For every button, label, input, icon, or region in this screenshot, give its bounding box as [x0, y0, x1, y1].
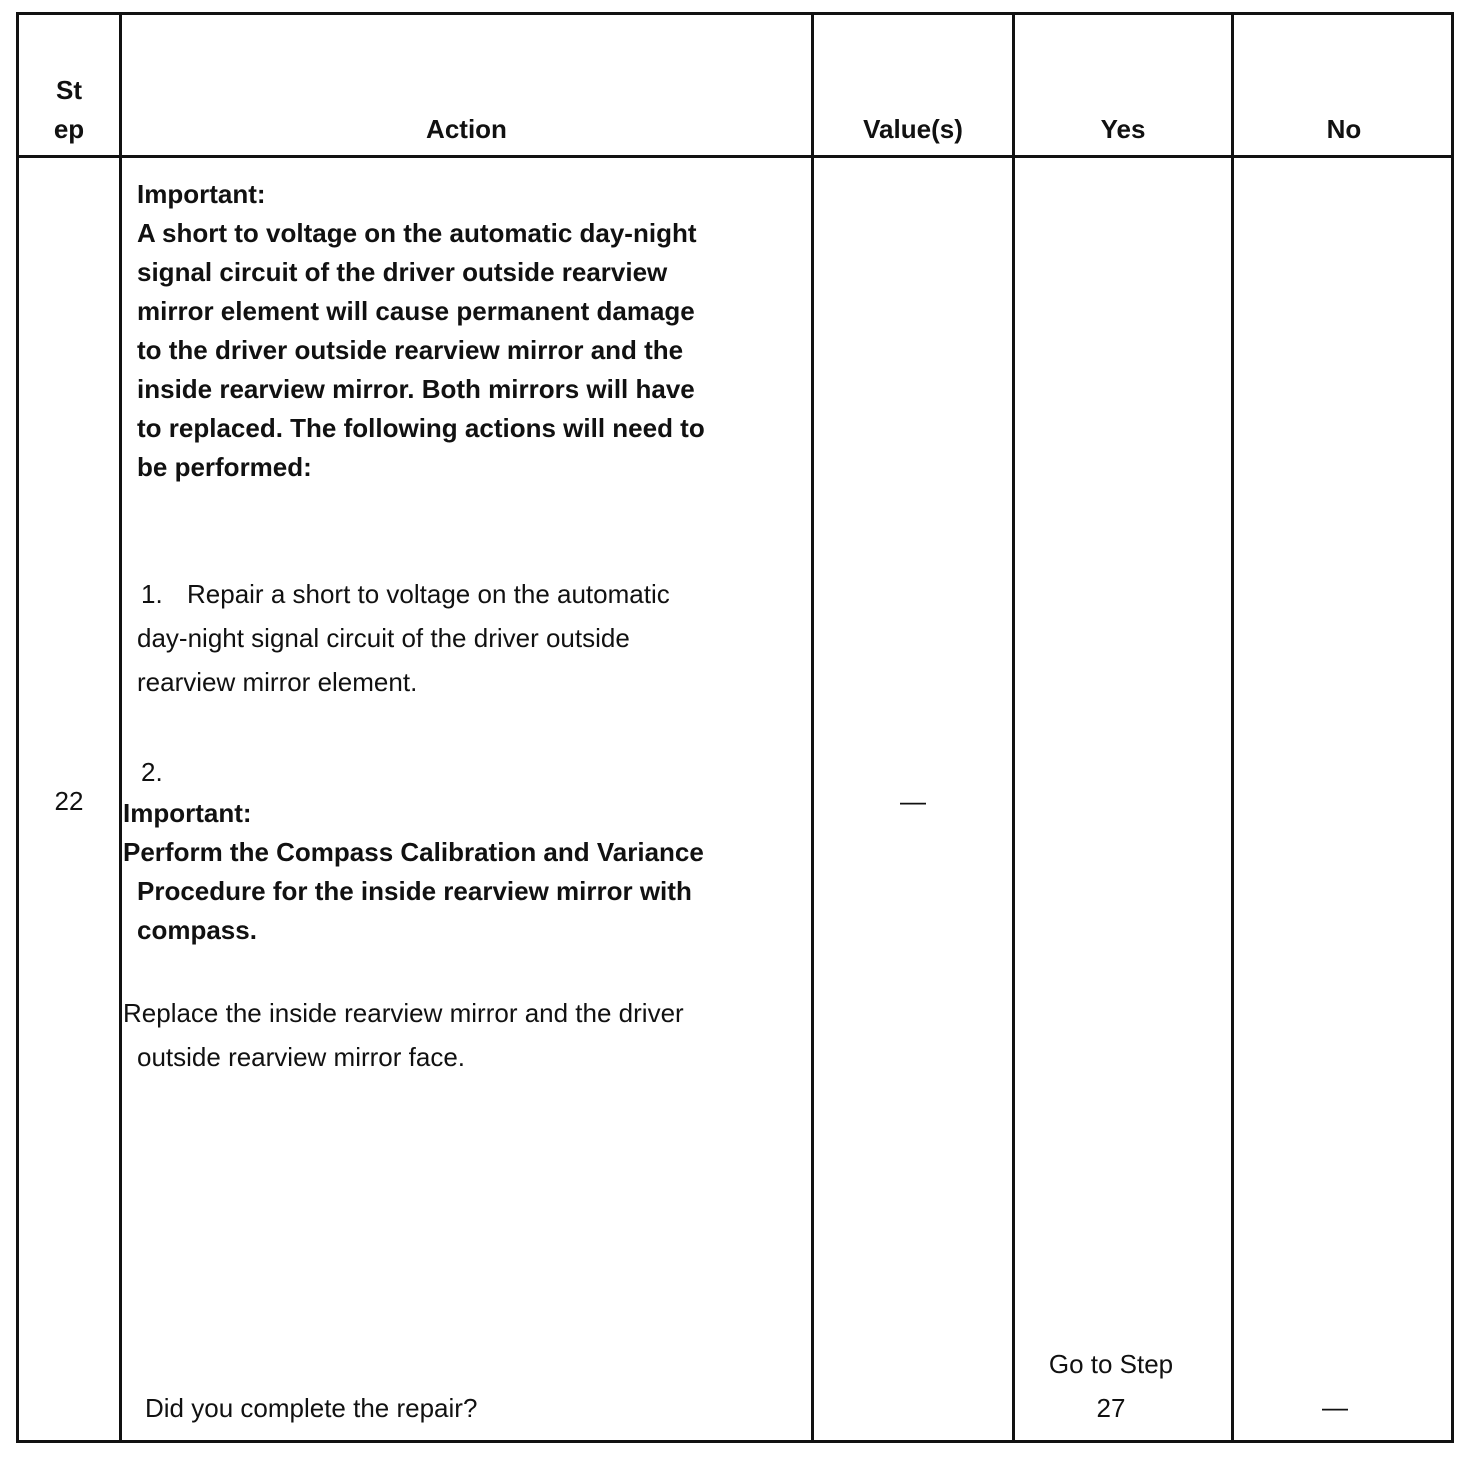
action-step-2-number: 2.: [141, 757, 163, 787]
important-note-1-line: A short to voltage on the automatic day-night: [137, 218, 697, 248]
header-step-line1: St: [56, 75, 82, 105]
important-note-1-line: signal circuit of the driver outside rearview: [137, 257, 668, 287]
action-step-1-number: 1.: [141, 579, 163, 609]
important-note-1-line: to the driver outside rearview mirror and the: [137, 335, 684, 365]
important-note-2-line: Perform the Compass Calibration and Variance: [123, 837, 704, 867]
replace-instruction-line: outside rearview mirror face.: [137, 1042, 465, 1072]
value-dash: —: [900, 786, 926, 816]
no-dash: —: [1322, 1392, 1348, 1422]
header-no: No: [1326, 114, 1362, 144]
important-note-2-title: Important:: [123, 798, 252, 828]
header-separator: [19, 155, 1451, 158]
important-note-1-title: Important:: [137, 179, 266, 209]
column-divider-action: [811, 15, 814, 1440]
header-step: [19, 71, 119, 149]
important-note-2-line: compass.: [137, 915, 257, 945]
action-step-1-line: Repair a short to voltage on the automatic: [187, 579, 670, 609]
action-step-1-line: rearview mirror element.: [137, 667, 418, 697]
important-note-2-line: Procedure for the inside rearview mirror with: [137, 876, 692, 906]
column-divider-step: [119, 15, 122, 1440]
yes-step-number: 27: [1096, 1393, 1126, 1423]
header-values: Value(s): [863, 114, 963, 144]
important-note-1: [137, 175, 705, 487]
diagnostic-table: [16, 12, 1454, 1443]
important-note-1-line: mirror element will cause permanent damage: [137, 296, 695, 326]
important-note-1-line: to replaced. The following actions will need to: [137, 413, 705, 443]
action-step-1-line: day-night signal circuit of the driver outside: [137, 623, 630, 653]
important-note-1-line: be performed:: [137, 452, 312, 482]
step-number: 22: [54, 786, 84, 816]
column-divider-values: [1012, 15, 1015, 1440]
column-divider-yes: [1231, 15, 1234, 1440]
header-yes: Yes: [1100, 114, 1146, 144]
important-note-1-line: inside rearview mirror. Both mirrors will have: [137, 374, 695, 404]
yes-go-to-step-label: Go to Step: [1048, 1349, 1174, 1379]
header-action: Action: [426, 114, 507, 144]
repair-question: Did you complete the repair?: [145, 1393, 478, 1423]
header-step-line2: ep: [53, 114, 85, 144]
replace-instruction-line: Replace the inside rearview mirror and the driver: [123, 998, 684, 1028]
